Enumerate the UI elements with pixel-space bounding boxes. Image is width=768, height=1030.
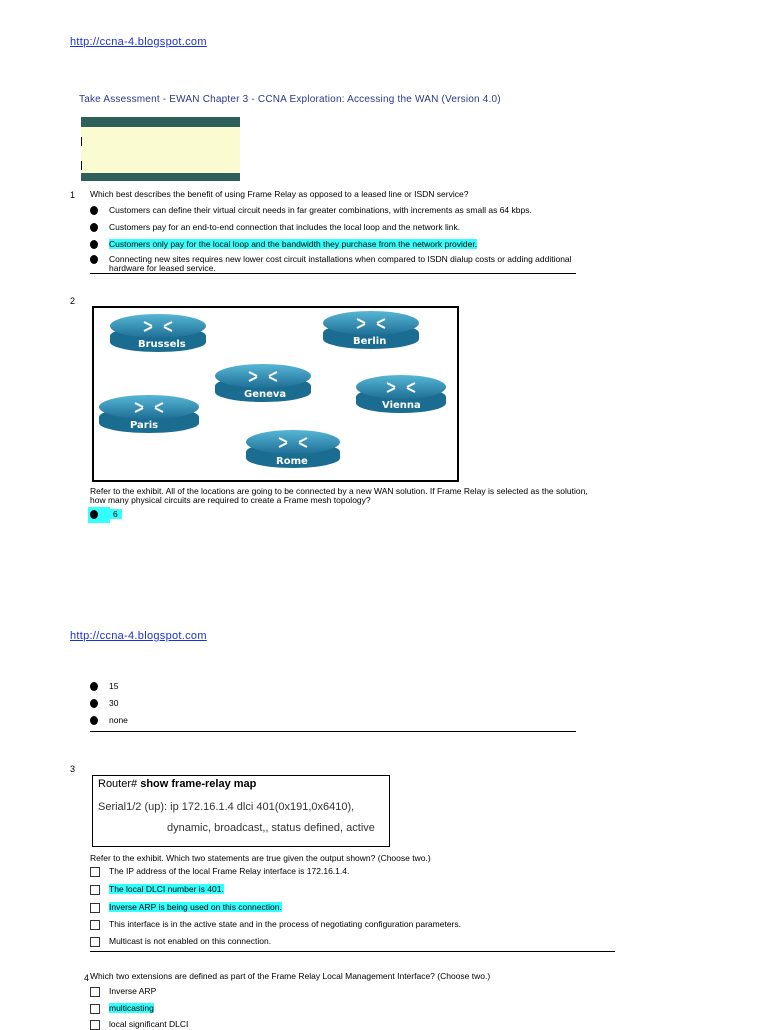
divider [90,731,576,732]
router-icon-paris [99,395,199,433]
q4-option-label: Inverse ARP [109,986,157,996]
radio-bullet-icon[interactable] [90,255,98,264]
q2-option-label: 30 [109,698,119,708]
q2-option[interactable] [109,699,118,709]
page-title: Take Assessment - EWAN Chapter 3 - CCNA Exploration: Accessing the WAN (Version 4.0) [79,94,501,105]
router-label: Geneva [244,389,287,400]
radio-bullet-icon[interactable] [90,206,98,215]
q1-option-correct[interactable] [109,240,477,250]
q2-option[interactable] [109,716,128,726]
router-icon-berlin [323,311,419,349]
blog-link-top[interactable]: http://ccna-4.blogspot.com [70,36,207,48]
q3-option[interactable] [109,937,271,947]
q4-option[interactable] [109,1020,188,1030]
router-label: Berlin [353,336,387,347]
checkbox-icon[interactable] [90,1004,100,1014]
header-tick [81,161,82,170]
divider [90,951,615,952]
q4-option[interactable] [109,987,156,997]
router-label: Rome [276,456,308,467]
checkbox-icon[interactable] [90,987,100,997]
q3-text: Refer to the exhibit. Which two statements are true given the output shown? (Choose two.) [90,853,431,863]
q2-option[interactable] [109,682,118,692]
router-label: Brussels [138,339,186,350]
q1-number: 1 [70,190,76,200]
cli-exhibit [92,775,390,847]
q3-option-label: Inverse ARP is being used on this connection. [109,902,282,912]
q1-option-label: Customers can define their virtual circuit needs in far greater combinations, with increments as small as 64 kbps. [109,205,532,215]
radio-bullet-icon[interactable] [90,716,98,725]
q4-option-label: multicasting [109,1003,154,1013]
divider [90,273,576,274]
header-tick [81,137,82,146]
q1-option-label: hardware for leased service. [109,263,216,273]
header-bar-bottom [81,173,240,181]
q1-option-label: Connecting new sites requires new lower cost circuit installations when compared to ISDN dialup costs or adding additional [109,254,572,264]
cli-command: show frame-relay map [140,778,257,790]
q3-option[interactable] [109,920,461,930]
q1-option[interactable] [109,223,460,233]
q1-option-label: Customers pay for an end-to-end connection that includes the local loop and the network link. [109,222,461,232]
checkbox-icon[interactable] [90,920,100,930]
q2-option-label: 6 [109,509,122,519]
checkbox-icon[interactable] [90,903,100,913]
radio-bullet-icon[interactable] [90,682,98,691]
q4-text: Which two extensions are defined as part of the Frame Relay Local Management Interface? (Choose two.) [90,971,491,981]
radio-bullet-icon[interactable] [90,223,98,232]
radio-bullet-icon[interactable] [90,510,98,519]
cli-line2: Serial1/2 (up): ip 172.16.1.4 dlci 401(0x191,0x6410), [98,801,355,813]
q1-text: Which best describes the benefit of using Frame Relay as opposed to a leased line or ISDN service? [90,189,469,199]
q4-option-correct[interactable] [109,1004,154,1014]
checkbox-icon[interactable] [90,867,100,877]
cli-line1 [98,778,256,790]
router-icon-vienna [356,375,446,413]
q2-option-correct[interactable] [109,510,122,520]
q3-option-label: Multicast is not enabled on this connection. [109,936,272,946]
radio-bullet-icon[interactable] [90,699,98,708]
router-diagram [94,308,457,480]
q3-option-label: This interface is in the active state and in the process of negotiating configuration parameters. [109,919,462,929]
router-icon-rome [246,430,340,468]
header-bar-top [81,117,240,127]
q3-number: 3 [70,764,76,774]
router-icon-geneva [215,364,311,402]
radio-bullet-icon[interactable] [90,240,98,249]
q3-option-label: The local DLCI number is 401. [109,884,224,894]
cli-prompt: Router# [98,778,138,790]
q2-number: 2 [70,296,76,306]
q3-option-correct[interactable] [109,903,282,913]
cli-line3: dynamic, broadcast,, status defined, active [167,822,375,834]
q2-text-line1: Refer to the exhibit. All of the locations are going to be connected by a new WAN solution. If Frame Relay is selected as the solution, [90,486,588,496]
checkbox-icon[interactable] [90,937,100,947]
checkbox-icon[interactable] [90,1020,100,1030]
q4-number: 4 [84,973,90,983]
blog-link-mid[interactable]: http://ccna-4.blogspot.com [70,630,207,642]
network-exhibit [92,306,459,482]
q2-text-line2: how many physical circuits are required to create a Frame mesh topology? [90,495,371,505]
q3-option-label: The IP address of the local Frame Relay interface is 172.16.1.4. [109,866,350,876]
router-label: Vienna [382,400,421,411]
q4-option-label: local significant DLCI [109,1019,189,1029]
q2-option-label: 15 [109,681,119,691]
q1-option[interactable] [109,206,532,216]
q1-option-label: Customers only pay for the local loop and the bandwidth they purchase from the network provider. [109,239,478,249]
q3-option-correct[interactable] [109,885,224,895]
q2-option-label: none [109,715,128,725]
router-icon-brussels [110,314,206,352]
checkbox-icon[interactable] [90,885,100,895]
q3-option[interactable] [109,867,349,877]
header-banner [81,117,240,181]
router-label: Paris [130,420,159,431]
